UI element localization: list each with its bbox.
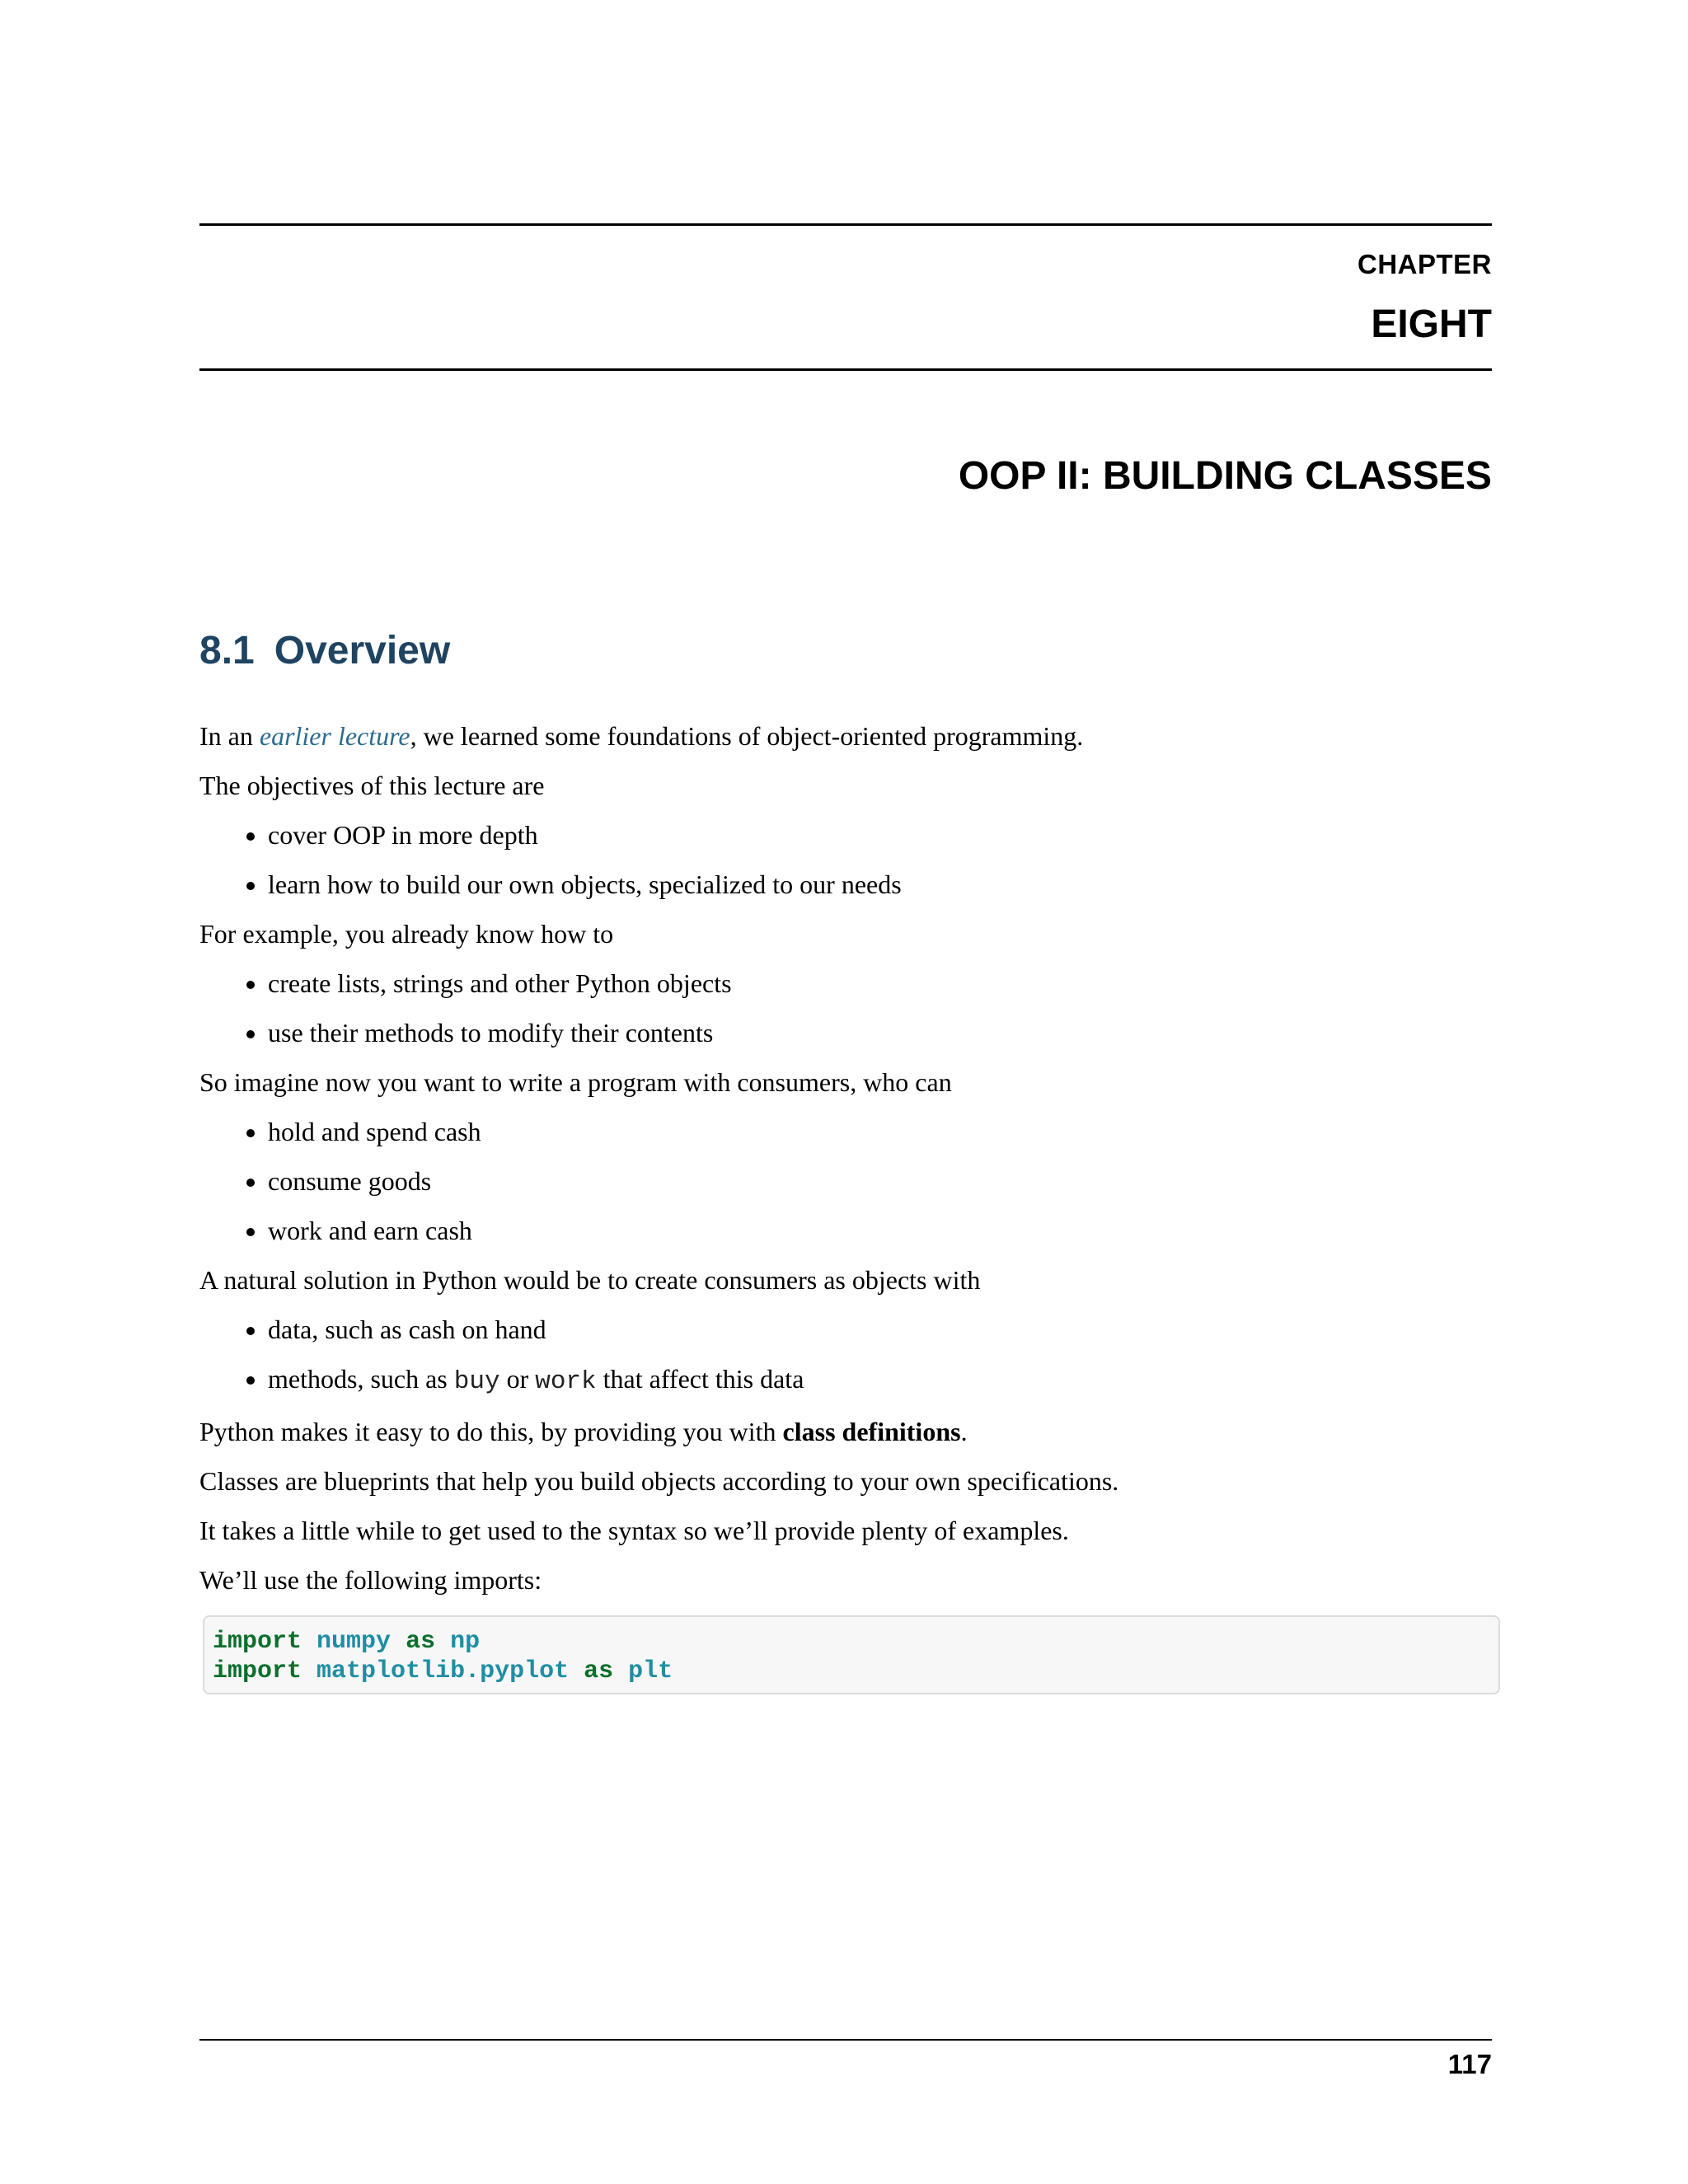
paragraph-text: , we learned some foundations of object-oriented programming. [410, 721, 1084, 751]
list-item: • consume goods [268, 1165, 1492, 1197]
paragraph-solution: A natural solution in Python would be to create consumers as objects with [199, 1265, 981, 1295]
list-text: that affect this data [596, 1364, 804, 1394]
paragraph-blueprints: Classes are blueprints that help you build objects according to your own specifications. [199, 1466, 1119, 1496]
paragraph-imports: We’ll use the following imports: [199, 1565, 542, 1595]
code-keyword: as [584, 1657, 614, 1685]
code-module: numpy [316, 1628, 392, 1656]
paragraph-text: In an [199, 721, 260, 751]
list-item: • cover OOP in more depth [268, 818, 1492, 851]
solution-list [199, 1313, 1492, 1399]
footer-rule [199, 2039, 1492, 2041]
example-list [199, 967, 1492, 1049]
chapter-bottom-rule [199, 368, 1492, 371]
chapter-number: EIGHT [1371, 302, 1492, 346]
chapter-top-rule [199, 223, 1492, 226]
bold-term: class definitions [782, 1417, 961, 1446]
section-title: Overview [274, 629, 451, 673]
list-item: • create lists, strings and other Python objects [268, 967, 1492, 1000]
list-text: or [499, 1364, 536, 1394]
paragraph-consumers: So imagine now you want to write a program with consumers, who can [199, 1067, 952, 1097]
paragraph-text: . [960, 1417, 968, 1446]
chapter-title: OOP II: BUILDING CLASSES [958, 454, 1492, 498]
list-item: • use their methods to modify their contents [268, 1016, 1492, 1049]
list-item [268, 1362, 1492, 1399]
list-item: • data, such as cash on hand [268, 1313, 1492, 1346]
consumer-list [199, 1115, 1492, 1247]
paragraph-class-definitions [199, 1415, 1492, 1448]
code-keyword: import [213, 1657, 302, 1685]
paragraph-syntax: It takes a little while to get used to the syntax so we’ll provide plenty of examples. [199, 1516, 1069, 1545]
paragraph-text: Python makes it easy to do this, by providing you with [199, 1417, 783, 1446]
list-item: • work and earn cash [268, 1214, 1492, 1247]
paragraph-objectives: The objectives of this lecture are [199, 771, 545, 800]
chapter-label: CHAPTER [1357, 249, 1492, 279]
paragraph-example: For example, you already know how to [199, 919, 614, 949]
code-alias: np [450, 1628, 481, 1656]
code-alias: plt [628, 1657, 673, 1685]
page-number: 117 [1447, 2049, 1492, 2079]
list-item: • hold and spend cash [268, 1115, 1492, 1148]
list-text: methods, such as [268, 1364, 454, 1394]
paragraph-intro [199, 719, 1492, 752]
section-heading [199, 628, 450, 673]
code-listing [204, 1617, 1498, 1696]
inline-code-buy: buy [453, 1367, 500, 1396]
list-item: • learn how to build our own objects, specialized to our needs [268, 868, 1492, 901]
objectives-list [199, 818, 1492, 901]
code-block[interactable] [203, 1615, 1500, 1694]
earlier-lecture-link[interactable]: earlier lecture [259, 721, 410, 751]
code-module: matplotlib.pyplot [316, 1657, 570, 1685]
body-text [199, 719, 1492, 1613]
code-keyword: as [406, 1628, 436, 1656]
section-number: 8.1 [199, 629, 255, 673]
inline-code-work: work [535, 1367, 597, 1396]
code-keyword: import [213, 1628, 302, 1656]
